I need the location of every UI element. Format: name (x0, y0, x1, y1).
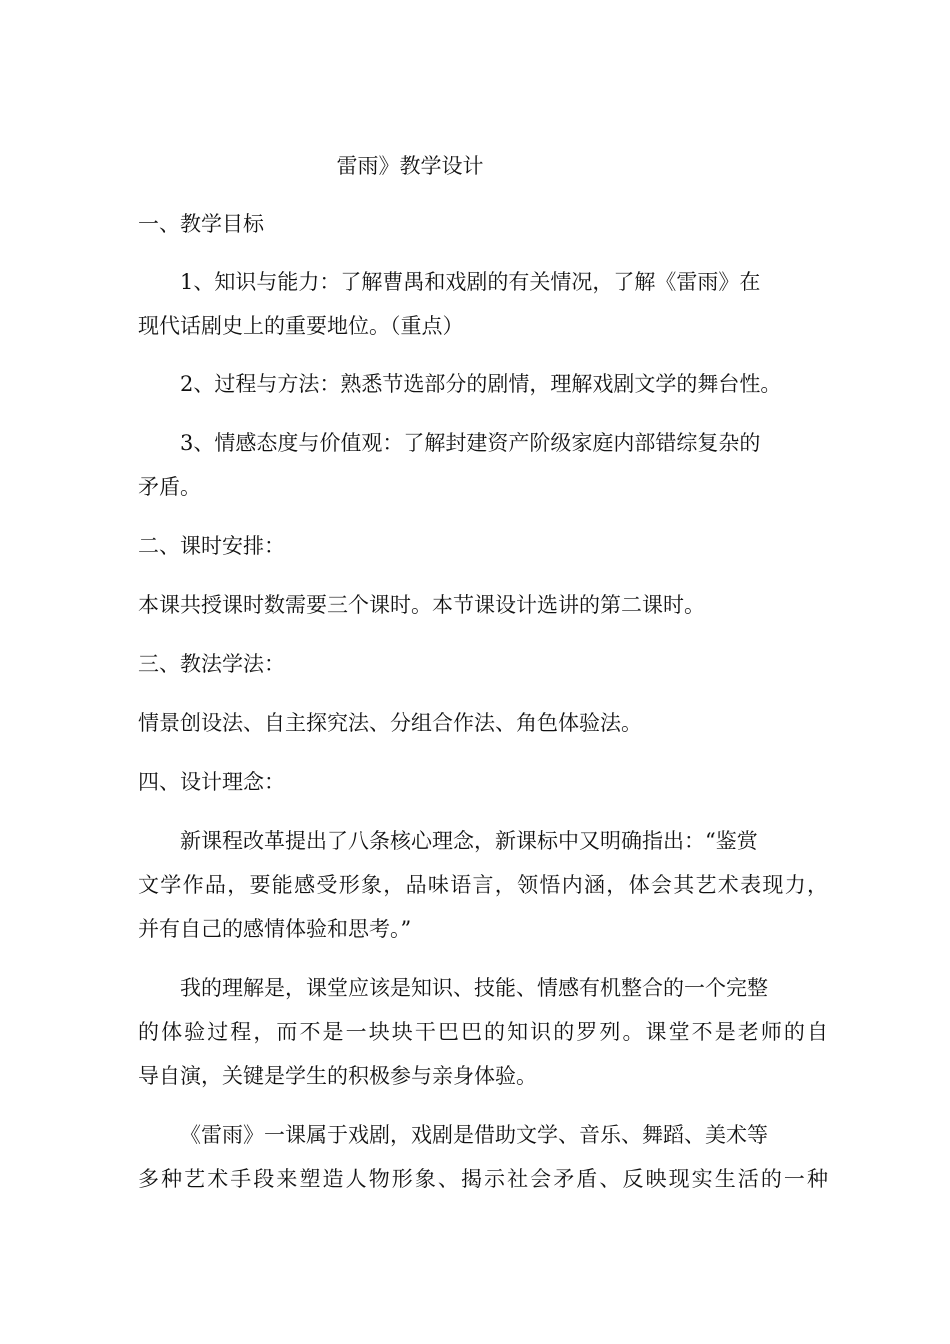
concept-paragraph-2-line-3: 导自演，关键是学生的积极参与亲身体验。 (138, 1064, 537, 1088)
document-title: 雷雨》教学设计 (336, 154, 484, 178)
concept-paragraph-3-line-1: 《雷雨》一课属于戏剧，戏剧是借助文学、音乐、舞蹈、美术等 (180, 1123, 768, 1147)
section-heading-schedule: 二、课时安排： (138, 534, 285, 558)
objective-3-line-2: 矛盾。 (138, 475, 201, 499)
section-heading-methods: 三、教法学法： (138, 652, 285, 676)
methods-text: 情景创设法、自主探究法、分组合作法、角色体验法。 (138, 711, 642, 735)
objective-1-line-1: 1、知识与能力：了解曹禺和戏剧的有关情况，了解《雷雨》在 (180, 270, 761, 294)
concept-paragraph-1-line-3: 并有自己的感情体验和思考。” (138, 917, 412, 941)
objective-1-line-2: 现代话剧史上的重要地位。（重点） (138, 314, 464, 338)
section-heading-objectives: 一、教学目标 (138, 212, 264, 236)
section-heading-concept: 四、设计理念： (138, 770, 285, 794)
concept-paragraph-1-line-1: 新课程改革提出了八条核心理念，新课标中又明确指出：“鉴赏 (180, 829, 758, 853)
schedule-text: 本课共授课时数需要三个课时。本节课设计选讲的第二课时。 (138, 593, 705, 617)
concept-paragraph-2-line-1: 我的理解是，课堂应该是知识、技能、情感有机整合的一个完整 (180, 976, 768, 1000)
objective-2: 2、过程与方法：熟悉节选部分的剧情，理解戏剧文学的舞台性。 (180, 372, 782, 396)
concept-paragraph-1-line-2: 文学作品，要能感受形象，品味语言，领悟内涵，体会其艺术表现力， (138, 873, 828, 897)
objective-3-line-1: 3、情感态度与价值观：了解封建资产阶级家庭内部错综复杂的 (180, 431, 761, 455)
concept-paragraph-3-line-2: 多种艺术手段来塑造人物形象、揭示社会矛盾、反映现实生活的一种 (138, 1167, 828, 1191)
concept-paragraph-2-line-2: 的体验过程，而不是一块块干巴巴的知识的罗列。课堂不是老师的自 (138, 1020, 828, 1044)
